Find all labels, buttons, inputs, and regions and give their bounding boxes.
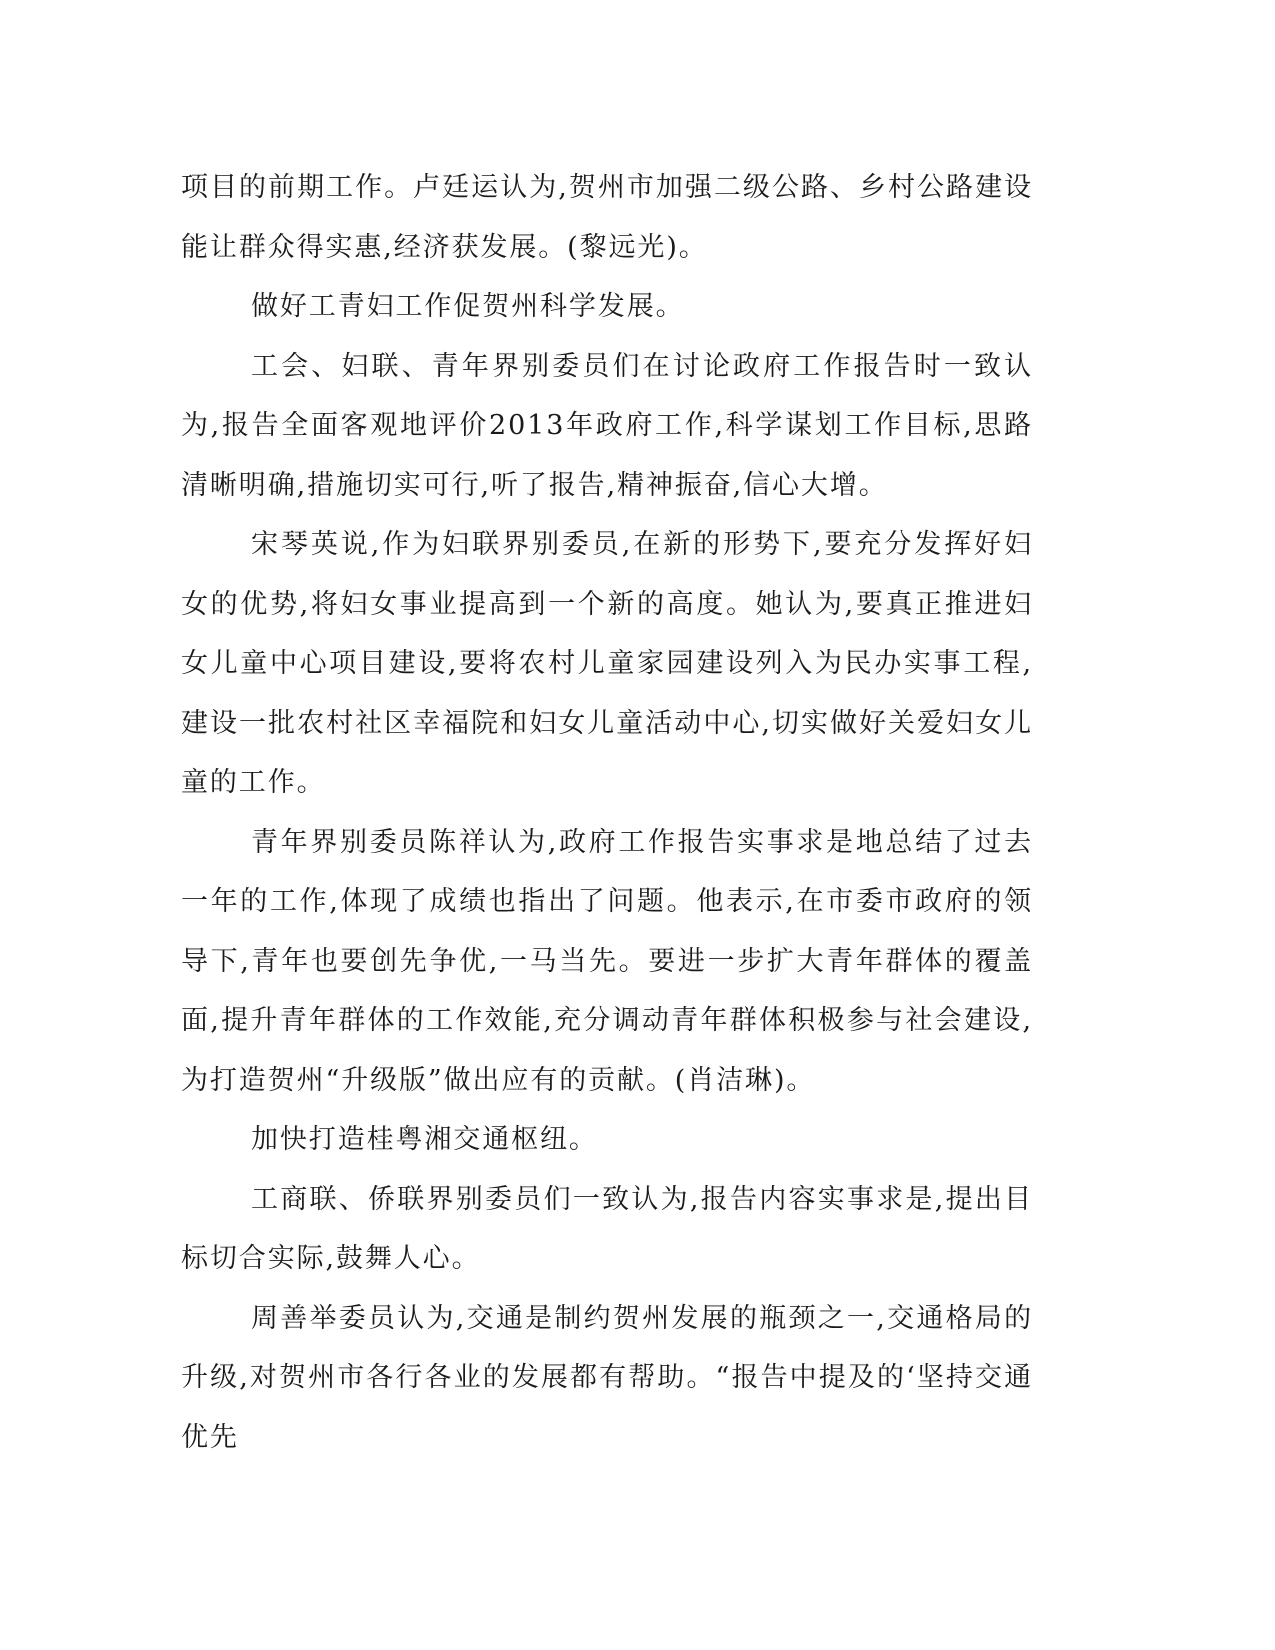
- paragraph-8: 周善举委员认为,交通是制约贺州发展的瓶颈之一,交通格局的升级,对贺州市各行各业的发展都有帮助。“报告中提及的‘坚持交通优先: [181, 1302, 1033, 1453]
- paragraph-7: 工商联、侨联界别委员们一致认为,报告内容实事求是,提出目标切合实际,鼓舞人心。: [181, 1183, 1033, 1274]
- paragraph-1: 项目的前期工作。卢廷运认为,贺州市加强二级公路、乡村公路建设能让群众得实惠,经济获发展。(黎远光)。: [181, 172, 1033, 263]
- paragraph-2-heading: 做好工青妇工作促贺州科学发展。: [251, 291, 685, 322]
- paragraph-5: 青年界别委员陈祥认为,政府工作报告实事求是地总结了过去一年的工作,体现了成绩也指出了问题。他表示,在市委市政府的领导下,青年也要创先争优,一马当先。要进一步扩大青年群体的覆盖面,提升青年群体的工作效能,充分调动青年群体积极参与社会建设,为打造贺州“升级版”做出应有的贡献。(肖洁琳)。: [181, 826, 1033, 1096]
- paragraph-6-heading: 加快打造桂粤湘交通枢纽。: [251, 1124, 598, 1155]
- paragraph-3: 工会、妇联、青年界别委员们在讨论政府工作报告时一致认为,报告全面客观地评价2013年政府工作,科学谋划工作目标,思路清晰明确,措施切实可行,听了报告,精神振奋,信心大增。: [181, 350, 1033, 501]
- document-body: [181, 158, 1033, 1467]
- paragraph-4: 宋琴英说,作为妇联界别委员,在新的形势下,要充分发挥好妇女的优势,将妇女事业提高到一个新的高度。她认为,要真正推进妇女儿童中心项目建设,要将农村儿童家园建设列入为民办实事工程,建设一批农村社区幸福院和妇女儿童活动中心,切实做好关爱妇女儿童的工作。: [181, 529, 1033, 798]
